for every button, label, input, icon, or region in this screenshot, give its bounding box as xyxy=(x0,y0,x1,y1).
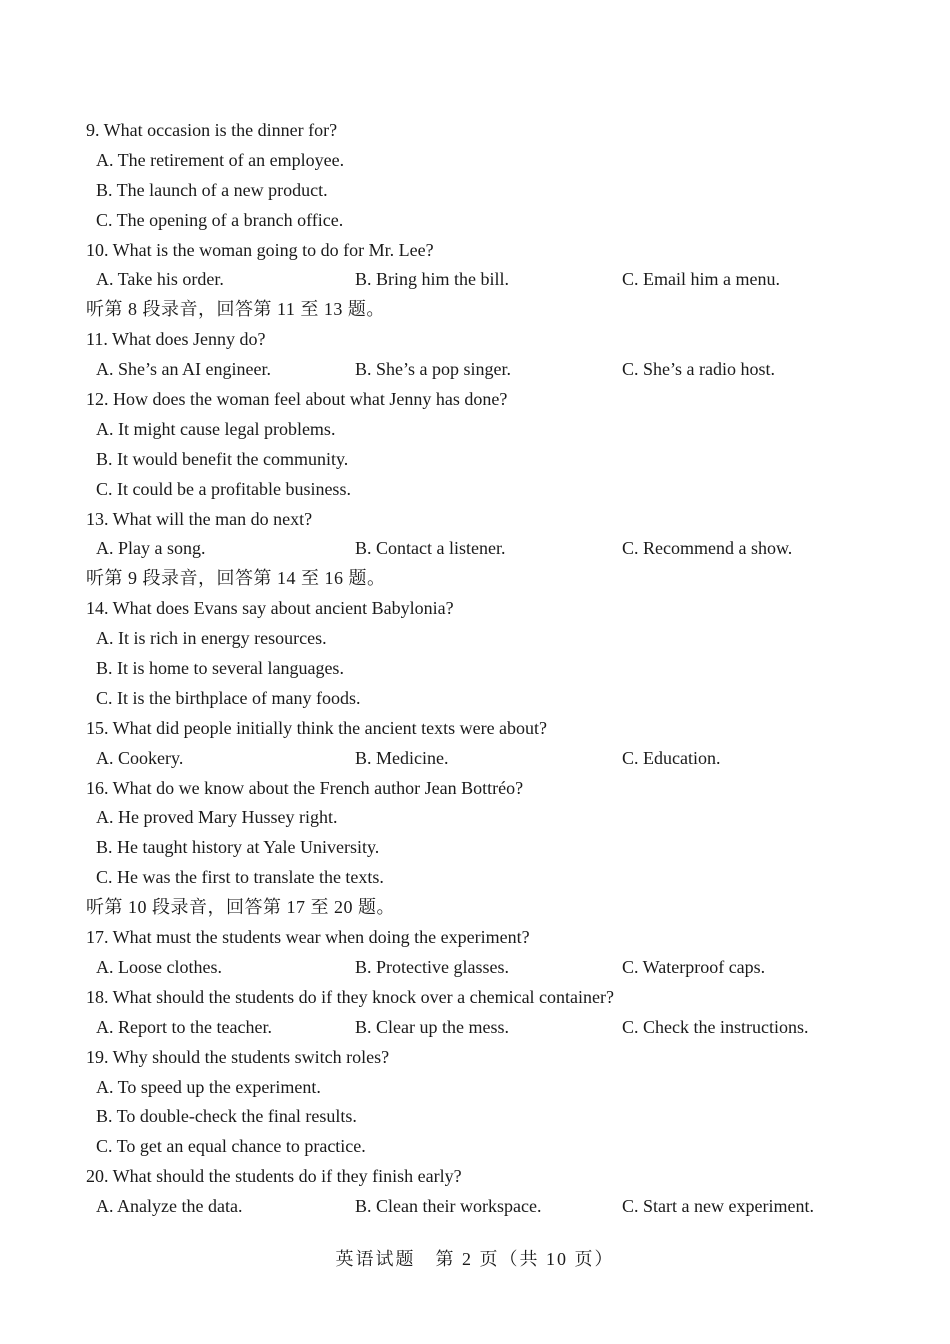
answer-option: B. It is home to several languages. xyxy=(96,658,344,679)
answer-options-row xyxy=(86,265,886,295)
question-stem: 16. What do we know about the French author Jean Bottréo? xyxy=(86,777,524,798)
answer-option-a: A. She’s an AI engineer. xyxy=(96,359,271,380)
answer-option: B. It would benefit the community. xyxy=(96,448,349,469)
answer-option-c: C. Check the instructions. xyxy=(622,1016,809,1037)
answer-option: C. It could be a profitable business. xyxy=(96,478,351,499)
question-stem: 10. What is the woman going to do for Mr. Lee? xyxy=(86,239,434,260)
question-stem: 9. What occasion is the dinner for? xyxy=(86,120,338,140)
answer-options-row xyxy=(86,953,886,983)
section-instruction: 听第 10 段录音，回答第 17 至 20 题。 xyxy=(86,897,395,918)
answer-options-row xyxy=(86,355,886,385)
answer-option: A. The retirement of an employee. xyxy=(96,149,345,170)
answer-option-b: B. Clear up the mess. xyxy=(355,1016,509,1037)
answer-options-row xyxy=(86,534,886,564)
section-instruction: 听第 9 段录音，回答第 14 至 16 题。 xyxy=(86,568,386,589)
answer-option: A. He proved Mary Hussey right. xyxy=(96,807,338,828)
answer-option: A. To speed up the experiment. xyxy=(96,1076,321,1097)
question-stem: 19. Why should the students switch roles? xyxy=(86,1046,390,1067)
answer-option-a: A. Play a song. xyxy=(96,538,206,559)
answer-option-a: A. Take his order. xyxy=(96,269,224,290)
page-footer: 英语试题 第 2 页（共 10 页） xyxy=(335,1249,615,1269)
answer-option: B. He taught history at Yale University. xyxy=(96,837,380,858)
question-stem: 15. What did people initially think the ancient texts were about? xyxy=(86,717,548,738)
exam-page-body xyxy=(86,116,886,1222)
question-stem: 12. How does the woman feel about what Jenny has done? xyxy=(86,389,508,410)
section-instruction: 听第 8 段录音，回答第 11 至 13 题。 xyxy=(86,299,385,320)
answer-option-c: C. Recommend a show. xyxy=(622,538,793,559)
question-stem: 20. What should the students do if they finish early? xyxy=(86,1166,462,1187)
answer-option-c: C. Education. xyxy=(622,747,721,768)
answer-option-c: C. Email him a menu. xyxy=(622,269,780,290)
answer-option-b: B. Clean their workspace. xyxy=(355,1196,542,1217)
question-stem: 17. What must the students wear when doing the experiment? xyxy=(86,927,530,948)
answer-option: C. It is the birthplace of many foods. xyxy=(96,687,361,708)
answer-option-b: B. Protective glasses. xyxy=(355,956,509,977)
answer-options-row xyxy=(86,1013,886,1043)
answer-option-b: B. She’s a pop singer. xyxy=(355,359,511,380)
answer-option-b: B. Bring him the bill. xyxy=(355,269,510,290)
question-stem: 13. What will the man do next? xyxy=(86,508,313,529)
answer-option-a: A. Analyze the data. xyxy=(96,1196,243,1217)
answer-option: A. It might cause legal problems. xyxy=(96,418,336,439)
question-stem: 18. What should the students do if they knock over a chemical container? xyxy=(86,986,615,1007)
answer-options-row xyxy=(86,744,886,774)
answer-option: C. To get an equal chance to practice. xyxy=(96,1136,366,1157)
question-stem: 11. What does Jenny do? xyxy=(86,329,266,350)
answer-option: B. To double-check the final results. xyxy=(96,1106,357,1127)
question-stem: 14. What does Evans say about ancient Babylonia? xyxy=(86,598,454,619)
answer-option: A. It is rich in energy resources. xyxy=(96,628,327,649)
answer-option-c: C. She’s a radio host. xyxy=(622,359,775,380)
answer-options-row xyxy=(86,1192,886,1222)
answer-option-a: A. Loose clothes. xyxy=(96,956,222,977)
answer-option: C. The opening of a branch office. xyxy=(96,209,344,230)
answer-option: B. The launch of a new product. xyxy=(96,179,328,200)
answer-option-a: A. Cookery. xyxy=(96,747,184,768)
answer-option: C. He was the first to translate the texts. xyxy=(96,867,384,888)
answer-option-c: C. Start a new experiment. xyxy=(622,1196,814,1217)
answer-option-b: B. Contact a listener. xyxy=(355,538,506,559)
answer-option-a: A. Report to the teacher. xyxy=(96,1016,272,1037)
answer-option-b: B. Medicine. xyxy=(355,747,449,768)
answer-option-c: C. Waterproof caps. xyxy=(622,956,766,977)
